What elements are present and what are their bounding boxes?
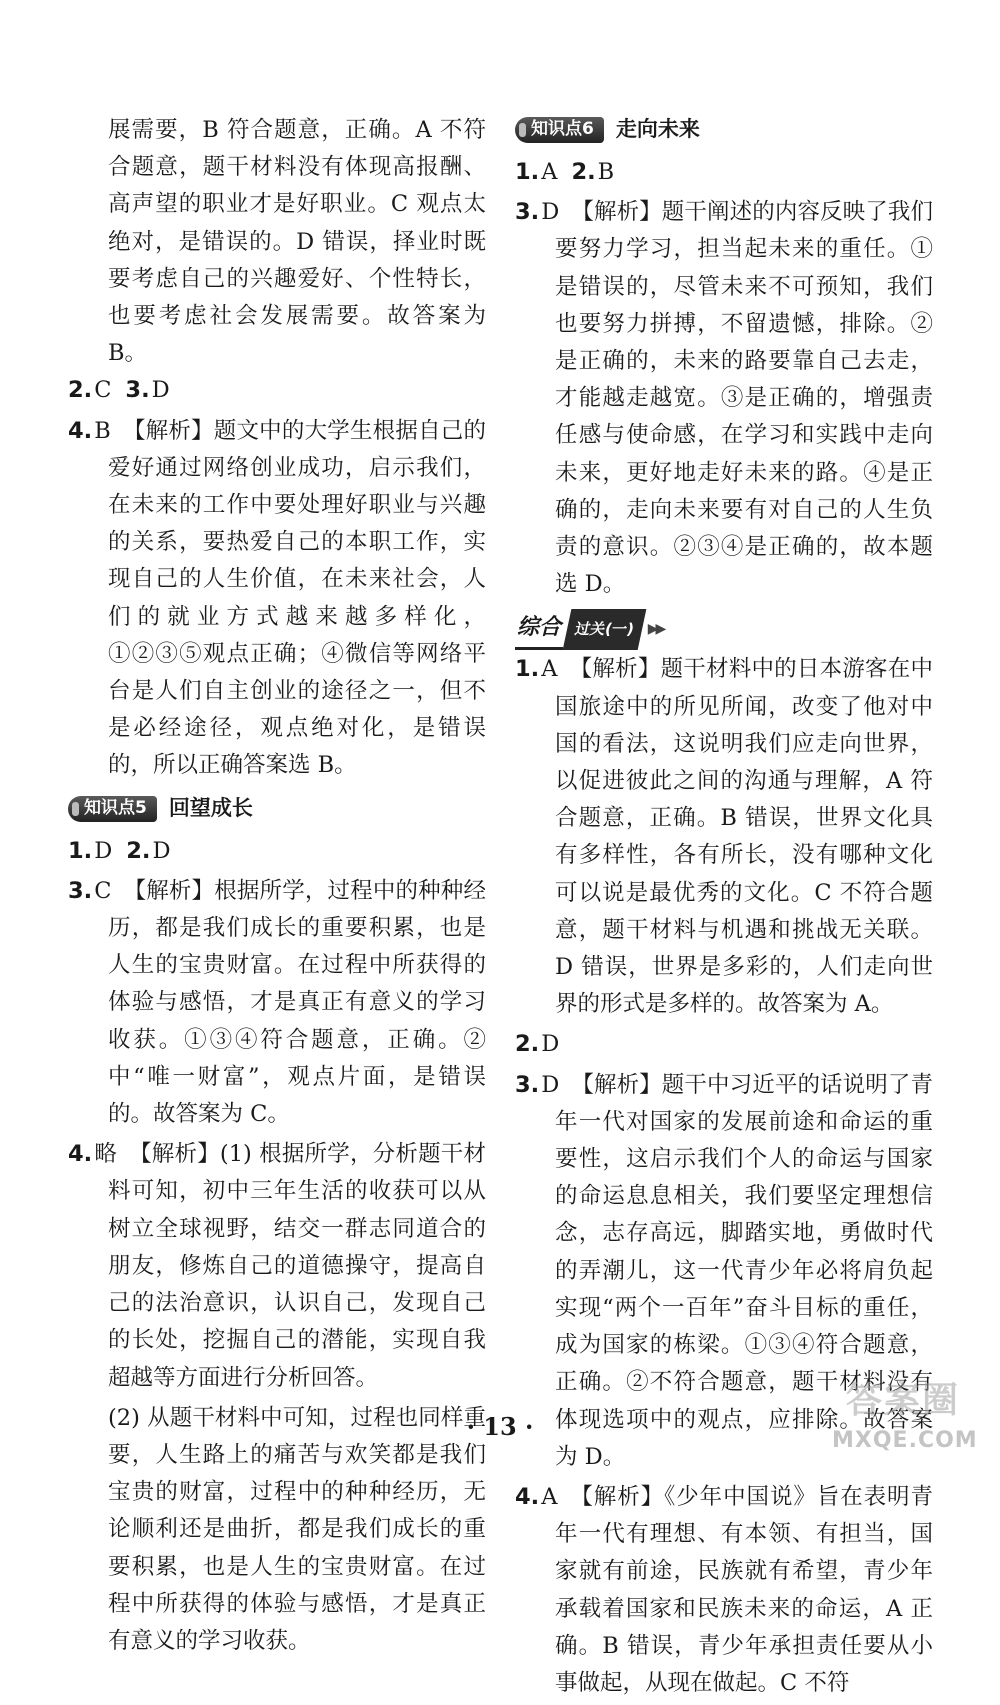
knowledge-point-tag: 知识点5 [68, 796, 157, 822]
answer-item [68, 1136, 486, 1396]
answer-item [515, 1026, 933, 1063]
answer-item [68, 413, 486, 785]
item-answer: D [541, 199, 560, 226]
item-number: 1. [515, 656, 540, 683]
watermark-url: MXQE.COM [832, 1428, 978, 1453]
analysis-text: 《少年中国说》旨在表明青年一代有理想、有本领、有担当，国家就有前途，民族就有希望，青少年承载着国家和民族未来的命运，A 正确。B 错误，青少年承担责任要从小事做起，从现在做起。C 不符 [555, 1483, 933, 1696]
answer-item [515, 1479, 933, 1702]
item-number: 4. [68, 1141, 93, 1168]
answer-item [515, 194, 933, 603]
review-label: 过关(一) [563, 609, 646, 650]
analysis-text-part-2: (2) 从题干材料中可知，过程也同样重要，人生路上的痛苦与欢笑都是我们宝贵的财富，过程中的种种经历，无论顺利还是曲折，都是我们成长的重要积累，也是人生的宝贵财富。在过程中所获得的体验与感悟，才是真正有意义的学习收获。 [108, 1404, 486, 1654]
knowledge-point-title: 走向未来 [615, 117, 700, 142]
analysis-label: 【解析】 [129, 1141, 220, 1168]
watermark-logo [822, 1370, 982, 1466]
watermark-text: 答案圈 [846, 1380, 961, 1421]
analysis-text: 题干材料中的日本游客在中国旅途中的所见所闻，改变了他对中国的看法，这说明我们应走向世界，以促进彼此之间的沟通与理解，A 符合题意，正确。B 错误，世界文化具有多样性，各有所长，没有哪种文化可以说是最优秀的文化。C 不符合题意，题干材料与机遇和挑战无关联。D 错误，世界是多彩的，人们走向世界的形式是多样的。故答案为 A。 [555, 656, 933, 1018]
analysis-text: 题文中的大学生根据自己的爱好通过网络创业成功，启示我们，在未来的工作中要处理好职业与兴趣的关系，要热爱自己的本职工作，实现自己的人生价值，在未来社会，人们的就业方式越来越多样化，①②③⑤观点正确；④微信等网络平台是人们自主创业的途径之一，但不是必经途径，观点绝对化，是错误的，所以正确答案选 B。 [108, 417, 486, 779]
item-answer: A [541, 1483, 558, 1510]
analysis-label: 【解析】 [569, 1483, 665, 1510]
analysis-text: (1) 根据所学，分析题干材料可知，初中三年生活的收获可以从树立全球视野，结交一群志同道合的朋友，修炼自己的道德操守，提高自己的法治意识，认识自己，发现自己的长处，挖掘自己的潜能，实现自我超越等方面进行分析回答。 [108, 1141, 486, 1391]
item-answer: D [151, 377, 170, 404]
analysis-label: 【解析】 [571, 199, 662, 226]
item-number: 3. [515, 199, 540, 226]
item-number: 2. [571, 159, 596, 185]
item-number: 4. [515, 1483, 540, 1510]
item-answer: 略 [94, 1141, 118, 1168]
continuation-paragraph: 展需要，B 符合题意，正确。A 不符合题意，题干材料没有体现高报酬、高声望的职业才是好职业。C 观点太绝对，是错误的。D 错误，择业时既要考虑自己的兴趣爱好、个性特长，也要考虑社会发展需要。故答案为 B。 [108, 117, 486, 367]
knowledge-point-tag: 知识点6 [515, 117, 604, 143]
item-answer: A [541, 159, 558, 185]
item-answer: C [94, 877, 112, 904]
item-answer: A [541, 656, 558, 683]
item-number: 3. [68, 877, 93, 904]
item-number: 3. [515, 1071, 540, 1098]
item-answer: D [541, 1031, 560, 1058]
analysis-label: 【解析】 [122, 417, 214, 444]
item-answer: B [597, 159, 615, 185]
answer-item [68, 833, 486, 870]
item-answer: B [94, 417, 111, 444]
right-column [515, 112, 933, 1705]
analysis-label: 【解析】 [123, 877, 215, 904]
double-arrow-icon: ▶▶ [647, 620, 664, 637]
answer-item [515, 651, 933, 1023]
item-answer: D [152, 837, 171, 864]
knowledge-point-header [515, 112, 933, 148]
knowledge-point-title: 回望成长 [168, 796, 253, 821]
item-number: 4. [68, 417, 93, 444]
item-number: 2. [515, 1031, 540, 1058]
analysis-label: 【解析】 [569, 656, 661, 683]
item-answer: D [541, 1071, 560, 1098]
item-number: 1. [68, 837, 93, 864]
comprehensive-label: 综合 [515, 609, 563, 649]
analysis-text: 题干中习近平的话说明了青年一代对国家的发展前途和命运的重要性，这启示我们个人的命运与国家的命运息息相关，我们要坚定理想信念，志存高远，脚踏实地，勇做时代的弄潮儿，这一代青少年必将肩负起实现“两个一百年”奋斗目标的重任，成为国家的栋梁。①③④符合题意，正确。②不符合题意，题干材料没有体现选项中的观点，应排除。故答案为 D。 [555, 1071, 933, 1470]
item-number: 3. [125, 377, 150, 404]
analysis-text: 根据所学，过程中的种种经历，都是我们成长的重要积累，也是人生的宝贵财富。在过程中所获得的体验与感悟，才是真正有意义的学习收获。①③④符合题意，正确。②中“唯一财富”，观点片面，是错误的。故答案为 C。 [108, 877, 486, 1128]
answer-item [68, 372, 486, 409]
answer-item [68, 873, 486, 1133]
item-number: 2. [68, 377, 93, 404]
item-answer: C [94, 377, 112, 404]
item-answer: D [94, 837, 113, 864]
analysis-label: 【解析】 [571, 1071, 662, 1098]
item-number: 1. [515, 159, 540, 185]
comprehensive-review-header [515, 611, 933, 647]
answer-item [515, 154, 933, 191]
analysis-text: 题干阐述的内容反映了我们要努力学习，担当起未来的重任。①是错误的，尽管未来不可预知，我们也要努力拼搏，不留遗憾，排除。②是正确的，未来的路要靠自己去走，才能越走越宽。③是正确的，增强责任感与使命感，在学习和实践中走向未来，更好地走好未来的路。④是正确的，走向未来要有对自己的人生负责的意识。②③④是正确的，故本题选 D。 [555, 199, 933, 598]
knowledge-point-header [68, 791, 486, 827]
item-number: 2. [126, 837, 151, 864]
page-number: · 13 · [466, 1412, 534, 1441]
